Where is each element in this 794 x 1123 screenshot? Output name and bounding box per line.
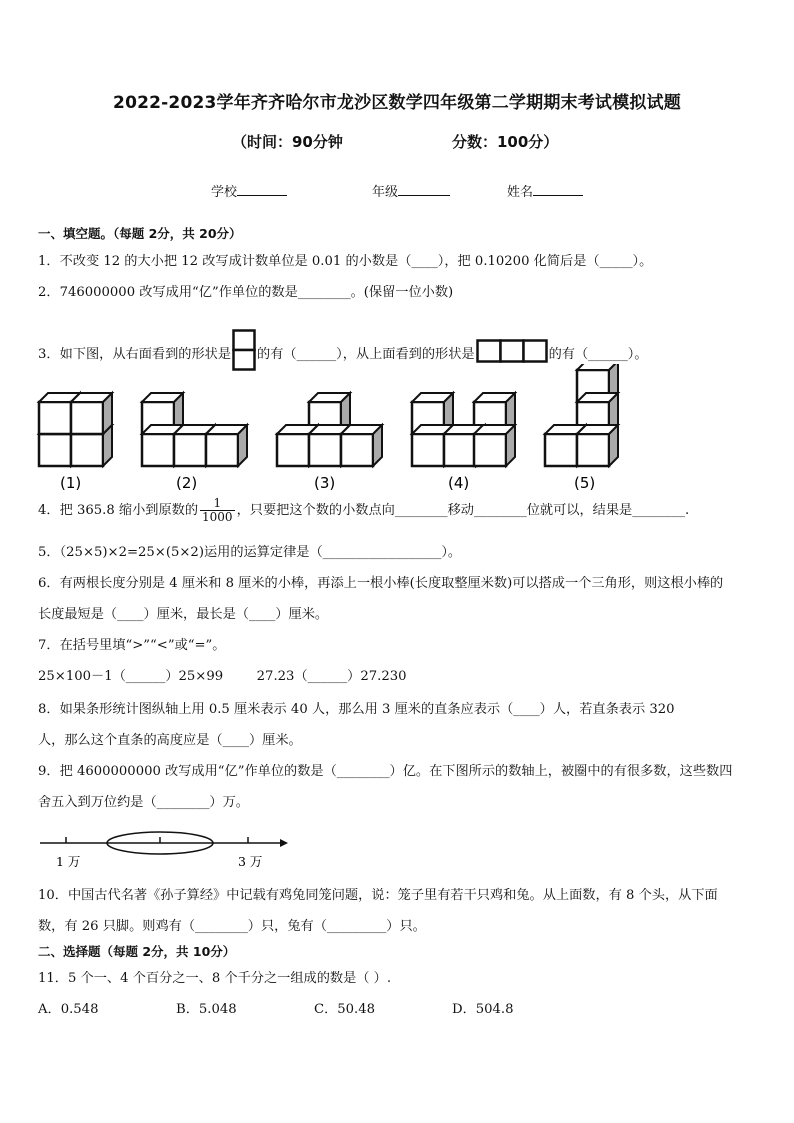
question-3-part-c: 的有（______）。 <box>548 347 648 362</box>
question-3-part-a: 3．如下图，从右面看到的形状是 <box>38 347 232 362</box>
question-5: 5．（25×5)×2=25×(5×2)运用的运算定律是（__________________）。 <box>38 545 462 560</box>
question-1: 1．不改变 12 的大小把 12 改写成计数单位是 0.01 的小数是（____），把 0.10200 化简后是（_____）。 <box>38 254 653 269</box>
question-9-line-2: 舍五入到万位约是（________）万。 <box>38 795 249 810</box>
axis-arrow-icon <box>280 839 288 847</box>
figure-label-2: (2) <box>176 474 198 492</box>
figure-label-1: (1) <box>60 474 82 492</box>
figure-label-4: (4) <box>448 474 470 492</box>
axis-right-label: 3 万 <box>238 854 263 869</box>
question-7-title: 7．在括号里填“>”“<”或“=”。 <box>38 638 226 653</box>
grade-blank[interactable] <box>398 183 450 196</box>
name-blank[interactable] <box>533 183 583 196</box>
number-line-figure <box>36 824 296 872</box>
question-4-part-b: ，只要把这个数的小数点向________移动________位就可以，结果是________. <box>236 503 690 518</box>
exam-score: 分数：100分） <box>452 133 559 151</box>
grade-field[interactable] <box>372 181 450 200</box>
question-8-line-1: 8．如果条形统计图纵轴上用 0.5 厘米表示 40 人，那么用 3 厘米的直条应表示（____）人，若直条表示 320 <box>38 702 675 717</box>
question-8-line-2: 人，那么这个直条的高度应是（____）厘米。 <box>38 733 302 748</box>
cube-stack-3 <box>277 393 382 466</box>
school-blank[interactable] <box>237 183 287 196</box>
section-2-title: 二、选择题（每题 2分，共 10分） <box>38 944 236 959</box>
question-10-line-1: 10．中国古代名著《孙子算经》中记载有鸡兔同笼问题，说：笼子里有若干只鸡和兔。从上面数，有 8 个头，从下面 <box>38 888 718 903</box>
grade-label: 年级 <box>372 185 399 200</box>
option-b[interactable]: B．5.048 <box>176 1002 237 1017</box>
fraction-denominator: 1000 <box>202 510 233 524</box>
top-view-shape-icon <box>476 339 548 363</box>
option-a[interactable]: A．0.548 <box>38 1002 99 1017</box>
school-field[interactable] <box>211 181 287 200</box>
cube-stack-4 <box>412 393 515 466</box>
cube-stack-5 <box>545 364 618 466</box>
exam-time: （时间：90分钟 <box>232 133 343 151</box>
name-label: 姓名 <box>507 185 534 200</box>
question-2: 2．746000000 改写成用“亿”作单位的数是________。(保留一位小数) <box>38 285 454 300</box>
question-4 <box>38 497 689 524</box>
question-4-part-a: 4．把 365.8 缩小到原数的 <box>38 503 199 518</box>
axis-left-label: 1 万 <box>56 854 81 869</box>
section-1-title: 一、填空题。（每题 2分，共 20分） <box>38 226 242 241</box>
question-3-part-b: 的有（______），从上面看到的形状是 <box>257 347 475 362</box>
cube-stacks-figure <box>34 364 634 494</box>
fraction-numerator: 1 <box>200 497 235 511</box>
figure-label-5: (5) <box>574 474 596 492</box>
figure-label-3: (3) <box>314 474 336 492</box>
question-6-line-1: 6．有两根长度分别是 4 厘米和 8 厘米的小棒，再添上一根小棒(长度取整厘米数)可以搭成一个三角形，则这根小棒的 <box>38 576 724 591</box>
page-title: 2022-2023学年齐齐哈尔市龙沙区数学四年级第二学期期末考试模拟试题 <box>113 93 681 113</box>
question-7-row: 25×100－1（______）25×99 27.23（______）27.230 <box>38 669 407 684</box>
question-11: 11．5 个一、4 个百分之一、8 个千分之一组成的数是（ ）. <box>38 971 392 986</box>
cube-stack-2 <box>142 393 247 466</box>
school-label: 学校 <box>211 185 238 200</box>
fraction <box>200 497 235 524</box>
option-d[interactable]: D．504.8 <box>452 1002 514 1017</box>
question-6-line-2: 长度最短是（____）厘米，最长是（____）厘米。 <box>38 607 329 622</box>
question-10-line-2: 数，有 26 只脚。则鸡有（________）只，兔有（_________）只。 <box>38 919 426 934</box>
cube-stack-1 <box>39 393 112 466</box>
option-c[interactable]: C．50.48 <box>314 1002 376 1017</box>
name-field[interactable] <box>507 181 583 200</box>
question-9-line-1: 9．把 4600000000 改写成用“亿”作单位的数是（________）亿。在下图所示的数轴上，被圈中的有很多数，这些数四 <box>38 764 733 779</box>
